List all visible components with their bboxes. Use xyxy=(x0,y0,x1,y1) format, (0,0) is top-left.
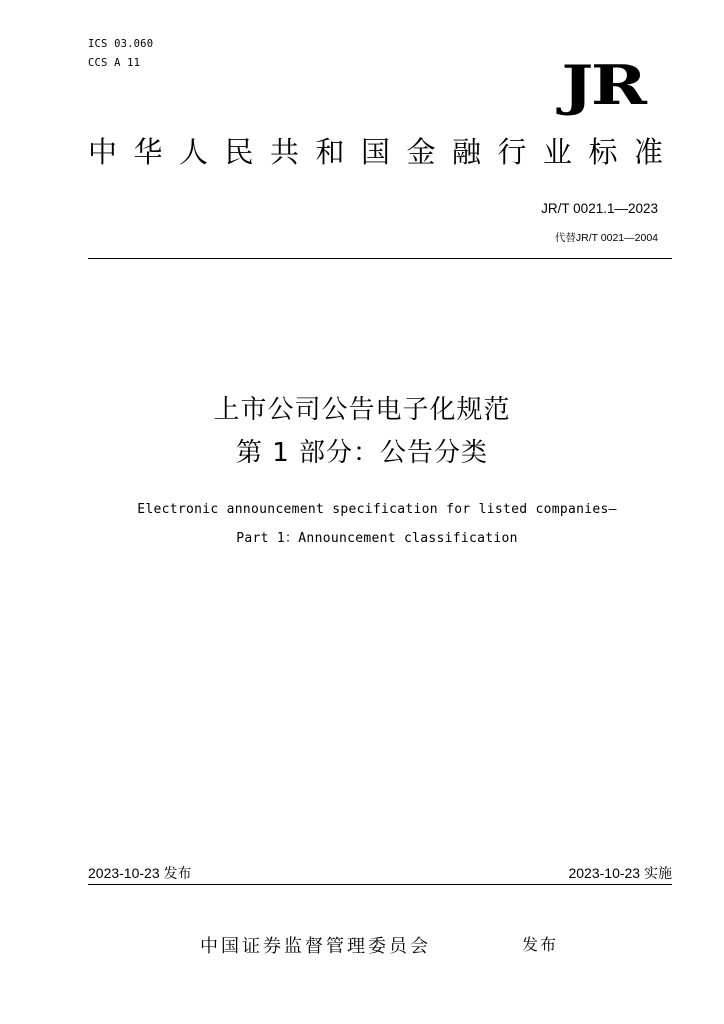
bottom-divider xyxy=(88,884,672,885)
chinese-title-line1: 上市公司公告电子化规范 xyxy=(213,395,511,425)
ics-code: ICS 03.060 xyxy=(88,38,154,50)
jr-logo: JR xyxy=(560,53,644,117)
implement-date: 2023-10-23 实施 xyxy=(568,865,672,881)
standard-code: JR/T 0021.1—2023 xyxy=(541,201,658,216)
ccs-code: CCS A 11 xyxy=(88,57,141,69)
issuer-suffix: 发布 xyxy=(522,935,559,954)
chinese-title-line2: 第 1 部分：公告分类 xyxy=(235,438,489,468)
standard-category: 中华人民共和国金融行业标准 xyxy=(88,135,680,169)
publish-date: 2023-10-23 发布 xyxy=(88,865,192,881)
replaces-standard: 代替JR/T 0021—2004 xyxy=(554,232,658,244)
issuing-authority: 中国证券监督管理委员会 xyxy=(200,936,431,957)
english-title-line2: Part 1：Announcement classification xyxy=(236,531,518,546)
english-title-line1: Electronic announcement specification for listed companies— xyxy=(137,502,617,517)
top-divider xyxy=(88,258,672,259)
